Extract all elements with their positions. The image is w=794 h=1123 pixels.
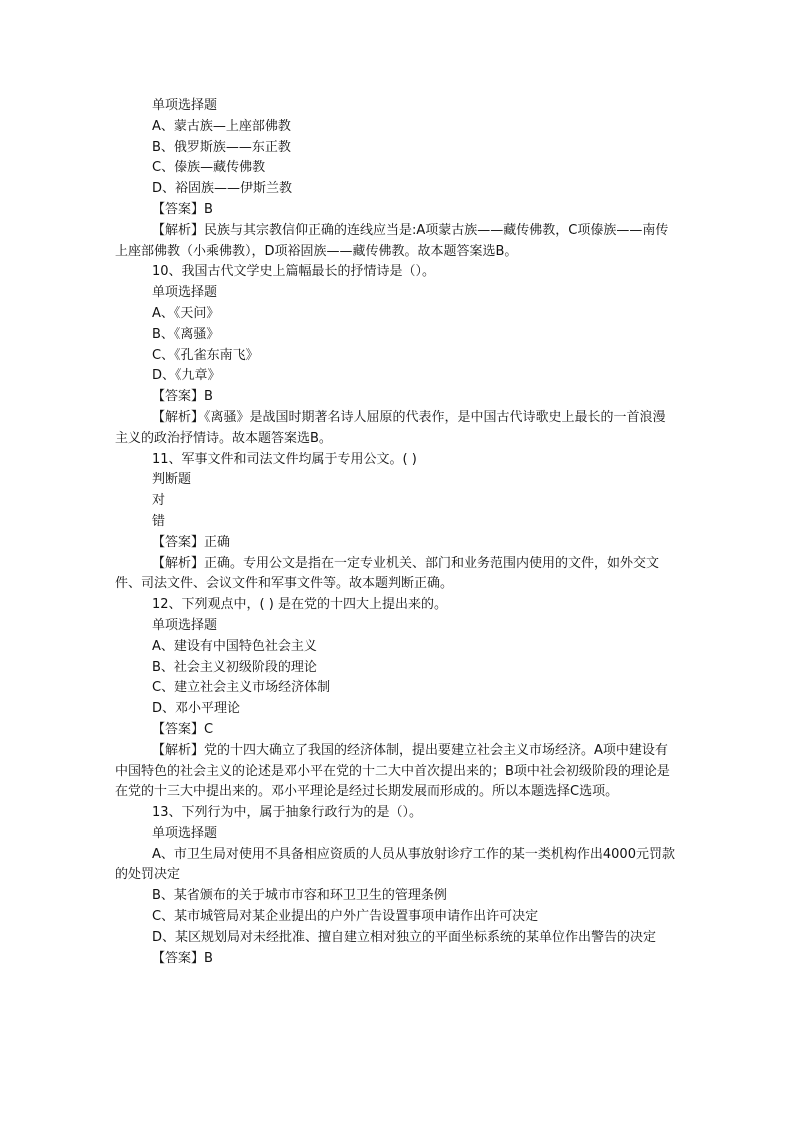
text-line: D、《九章》 xyxy=(152,368,221,384)
text-line: C、建立社会主义市场经济体制 xyxy=(152,680,331,696)
text-line: 11、军事文件和司法文件均属于专用公文。( ) xyxy=(152,451,417,467)
paragraph: D、某区规划局对未经批准、擅自建立相对独立的平面坐标系统的某单位作出警告的决定 xyxy=(152,929,657,945)
text-line: 【答案】正确 xyxy=(152,534,231,550)
text-line: B、某省颁布的关于城市市容和环卫卫生的管理条例 xyxy=(152,888,447,904)
text-line: 单项选择题 xyxy=(152,285,218,301)
text-line: B、社会主义初级阶段的理论 xyxy=(152,659,317,675)
text-line: C、傣族—藏传佛教 xyxy=(152,160,266,176)
text-line: C、《孔雀东南飞》 xyxy=(152,347,259,363)
text-line: 【答案】B xyxy=(152,389,213,405)
paragraph: 【解析】正确。专用公文是指在一定专业机关、部门和业务范围内使用的文件，如外交文件、司法文件、会议文件和军事文件等。故本题判断正确。 xyxy=(115,555,660,592)
text-line: A、蒙古族—上座部佛教 xyxy=(152,118,291,134)
paragraph: A、市卫生局对使用不具备相应资质的人员从事放射诊疗工作的某一类机构作出4000元罚款的处罚决定 xyxy=(115,846,675,883)
text-line: 【答案】B xyxy=(152,201,213,217)
paragraph: 【解析】民族与其宗教信仰正确的连线应当是:A项蒙古族——藏传佛教，C项傣族——南传上座部佛教（小乘佛教），D项裕固族——藏传佛教。故本题答案选B。 xyxy=(115,222,669,259)
text-line: 单项选择题 xyxy=(152,617,218,633)
paragraph: 【解析】《离骚》是战国时期著名诗人屈原的代表作，是中国古代诗歌史上最长的一首浪漫主义的政治抒情诗。故本题答案选B。 xyxy=(115,409,666,446)
text-line: A、建设有中国特色社会主义 xyxy=(152,638,317,654)
text-line: C、某市城管局对某企业提出的户外广告设置事项申请作出许可决定 xyxy=(152,909,539,925)
paragraph: 【解析】党的十四大确立了我国的经济体制，提出要建立社会主义市场经济。A项中建设有中国特色的社会主义的论述是邓小平在党的十二大中首次提出来的；B项中社会初级阶段的理论是在党的十三大中提出来的。邓小平理论是经过长期发展而形成的。所以本题选择C选项。 xyxy=(115,742,670,800)
text-line: D、邓小平理论 xyxy=(152,701,241,717)
text-line: B、俄罗斯族——东正教 xyxy=(152,139,291,155)
text-line: 【答案】C xyxy=(152,721,214,737)
text-line: 判断题 xyxy=(152,472,192,488)
text-line: 10、我国古代文学史上篇幅最长的抒情诗是（）。 xyxy=(152,264,436,280)
text-line: 12、下列观点中，( ) 是在党的十四大上提出来的。 xyxy=(152,597,447,613)
text-line: A、《天问》 xyxy=(152,305,220,321)
text-line: 13、下列行为中，属于抽象行政行为的是（）。 xyxy=(152,805,423,821)
document-body xyxy=(115,96,677,969)
text-line: 单项选择题 xyxy=(152,98,218,113)
text-line: 【答案】B xyxy=(152,950,213,966)
text-line: 单项选择题 xyxy=(152,825,218,841)
text-line: 对 xyxy=(152,493,166,509)
text-line: D、裕固族——伊斯兰教 xyxy=(152,181,293,197)
text-line: B、《离骚》 xyxy=(152,326,220,342)
text-line: 错 xyxy=(152,513,166,529)
